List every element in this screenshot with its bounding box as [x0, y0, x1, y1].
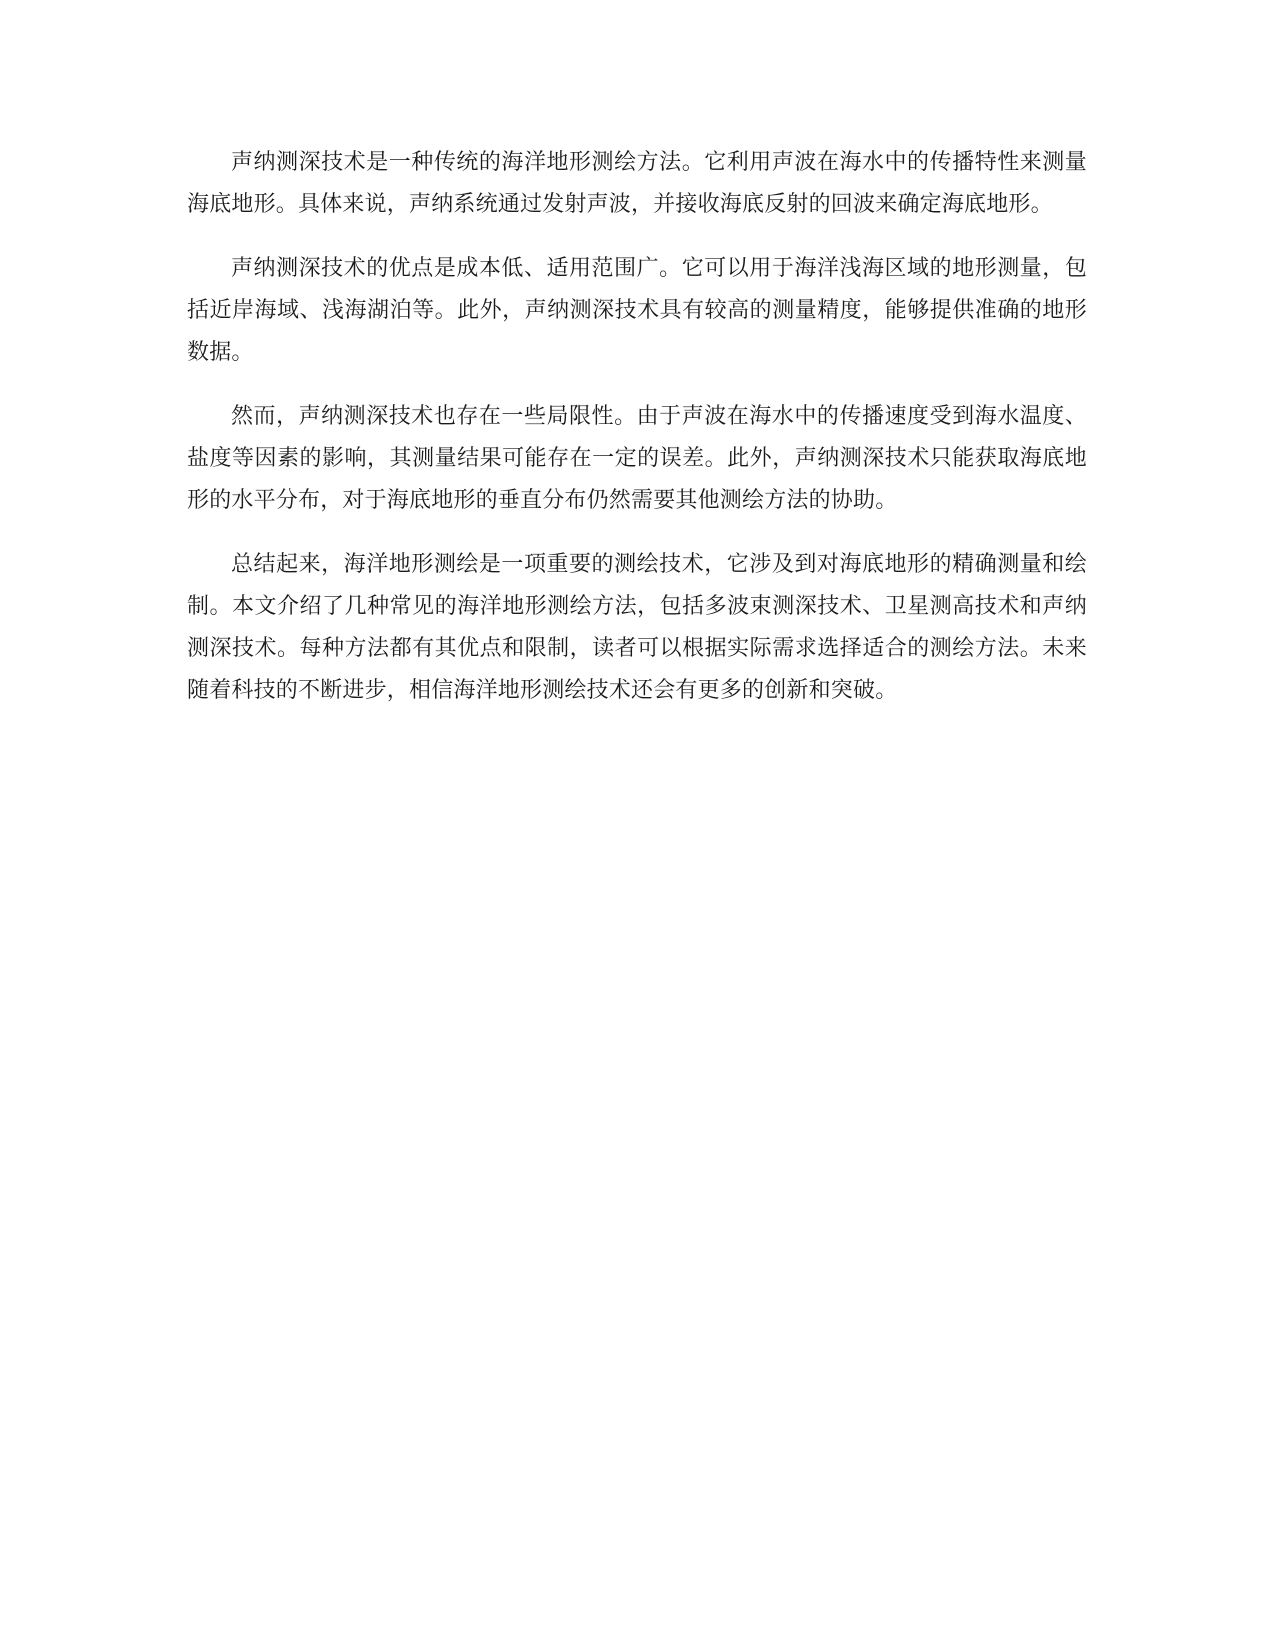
paragraph-sonar-limitations: 然而，声纳测深技术也存在一些局限性。由于声波在海水中的传播速度受到海水温度、盐度等因素的影响，其测量结果可能存在一定的误差。此外，声纳测深技术只能获取海底地形的水平分布，对于海底地形的垂直分布仍然需要其他测绘方法的协助。 [187, 404, 1087, 513]
paragraph-sonar-intro: 声纳测深技术是一种传统的海洋地形测绘方法。它利用声波在海水中的传播特性来测量海底地形。具体来说，声纳系统通过发射声波，并接收海底反射的回波来确定海底地形。 [187, 150, 1087, 217]
paragraph-conclusion: 总结起来，海洋地形测绘是一项重要的测绘技术，它涉及到对海底地形的精确测量和绘制。本文介绍了几种常见的海洋地形测绘方法，包括多波束测深技术、卫星测高技术和声纳测深技术。每种方法都有其优点和限制，读者可以根据实际需求选择适合的测绘方法。未来随着科技的不断进步，相信海洋地形测绘技术还会有更多的创新和突破。 [187, 552, 1087, 703]
paragraph-sonar-advantages: 声纳测深技术的优点是成本低、适用范围广。它可以用于海洋浅海区域的地形测量，包括近岸海域、浅海湖泊等。此外，声纳测深技术具有较高的测量精度，能够提供准确的地形数据。 [187, 256, 1087, 365]
document-body [187, 142, 1087, 734]
